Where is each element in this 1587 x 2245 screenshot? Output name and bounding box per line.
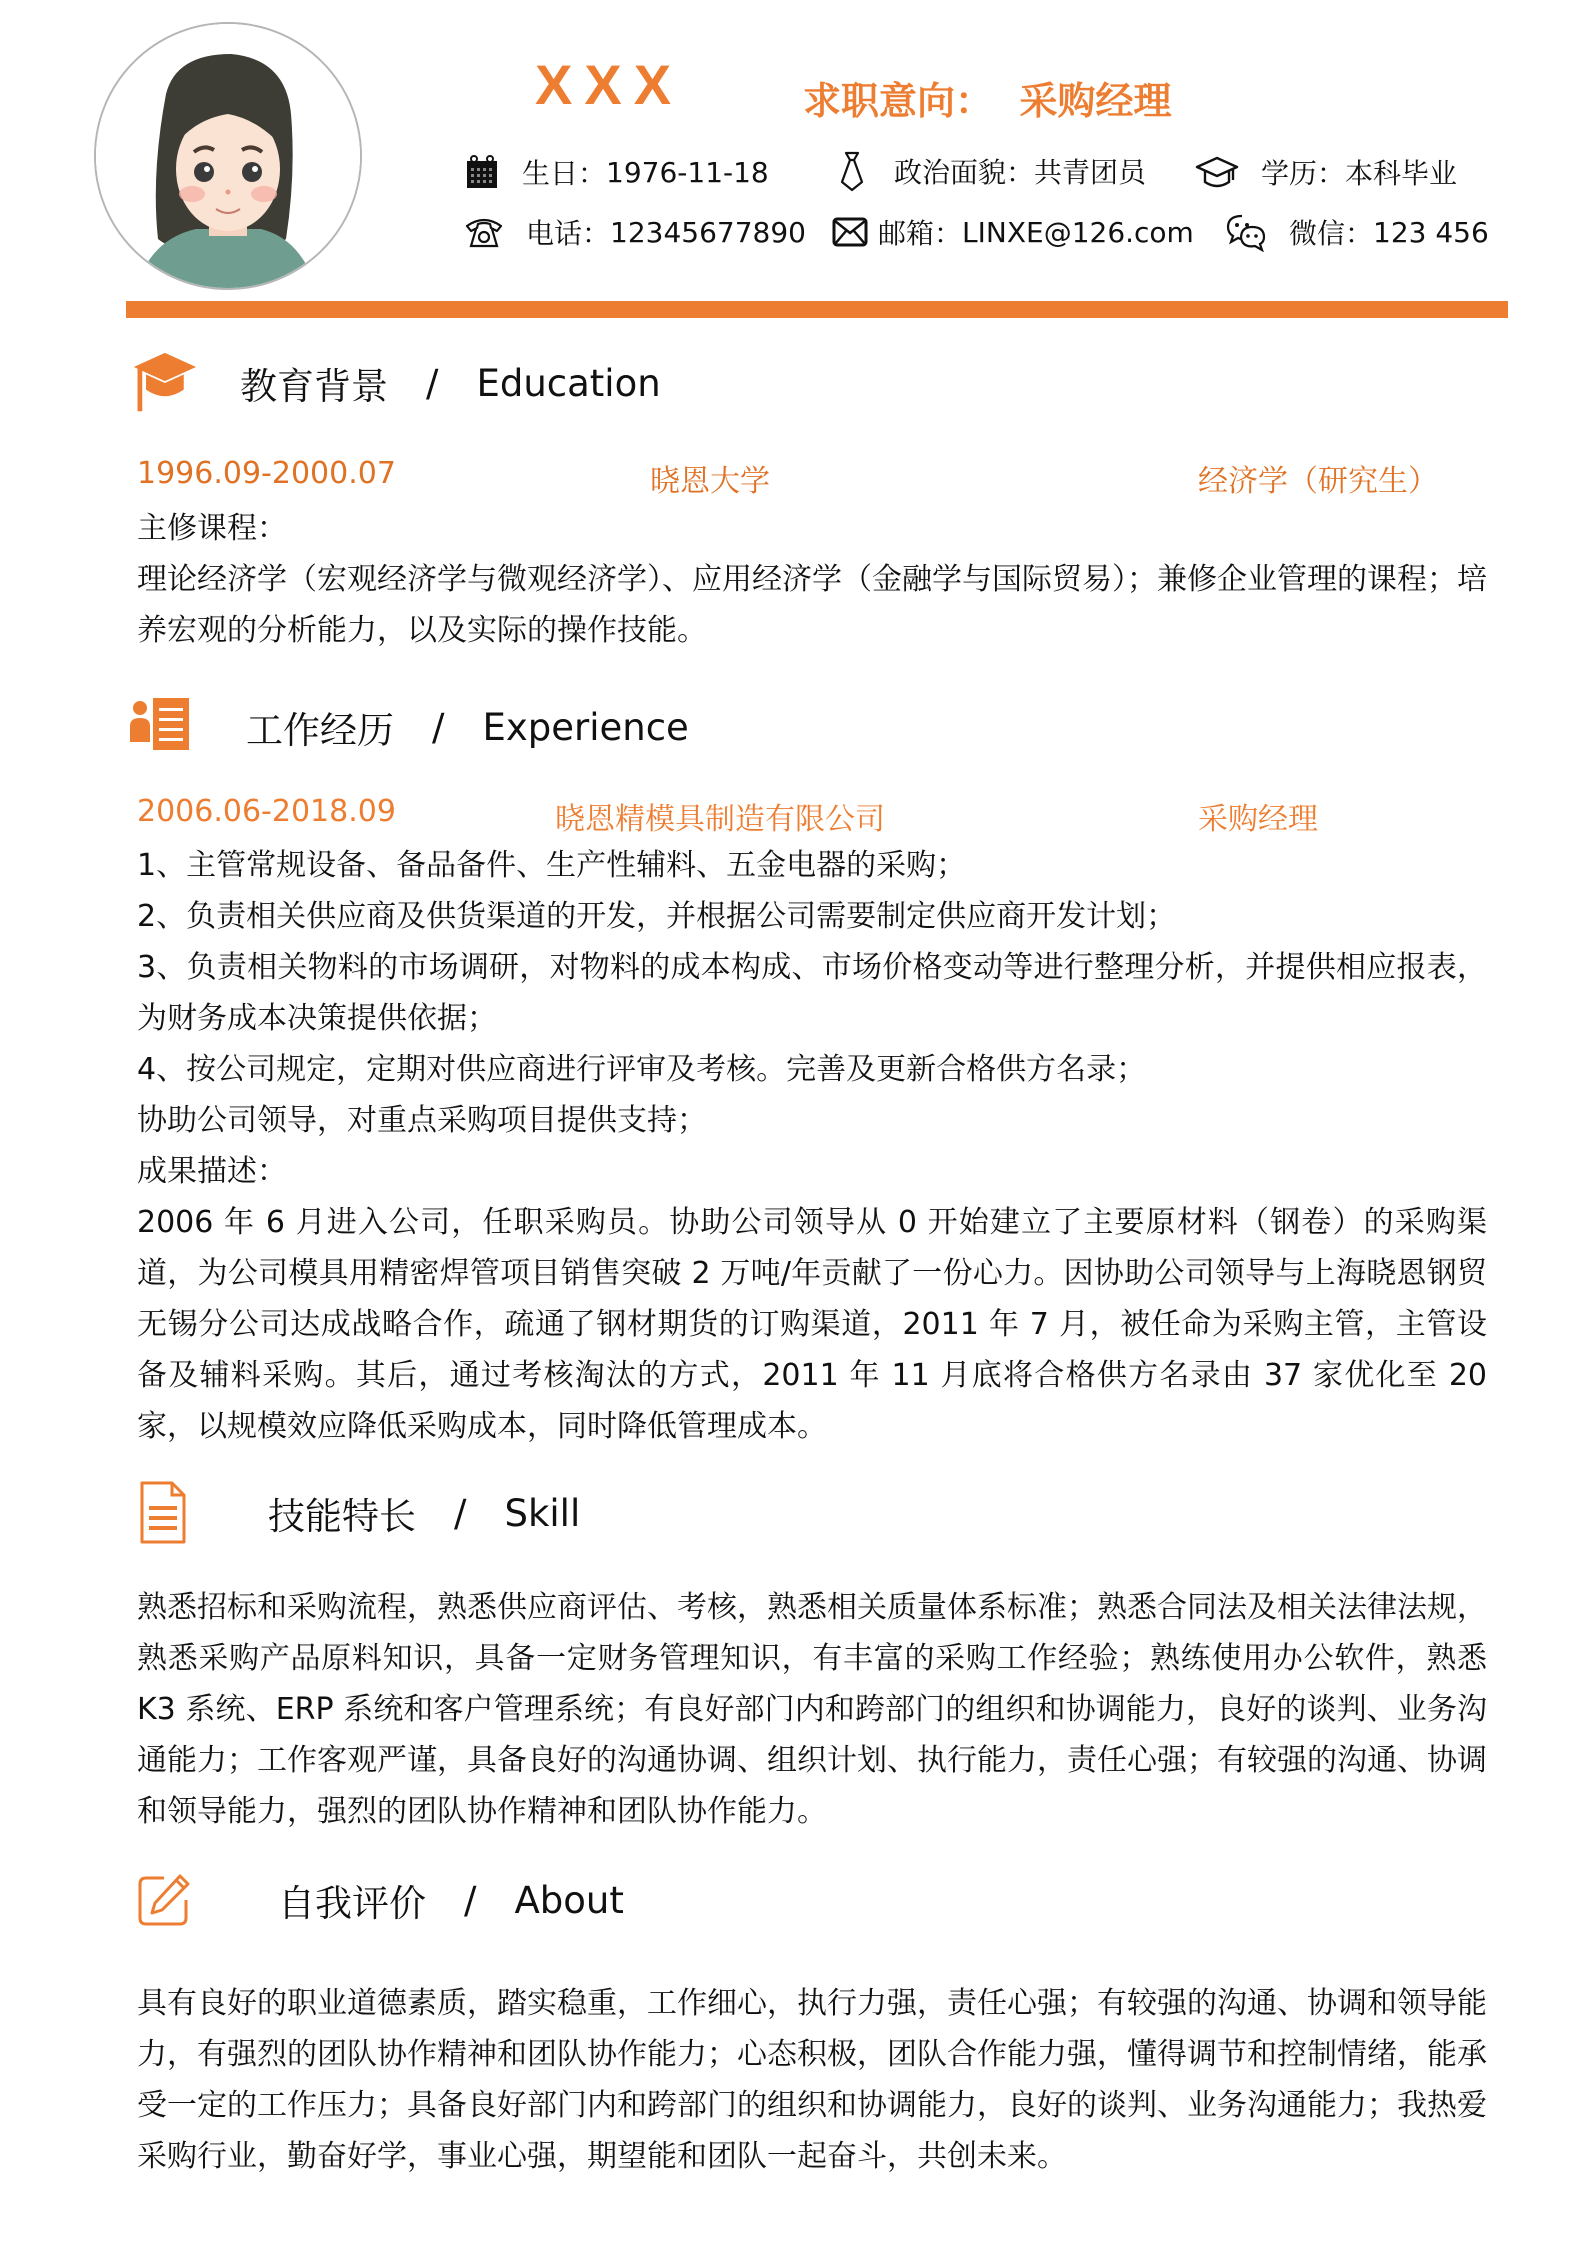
resume-list-icon [128, 694, 194, 760]
section-title-en: Experience [482, 705, 689, 749]
section-title-en: Skill [504, 1491, 581, 1535]
info-label: 政治面貌： [894, 156, 1035, 189]
education-major: 经济学（研究生） [1198, 464, 1438, 499]
info-label: 学历： [1261, 157, 1346, 190]
info-label: 邮箱： [878, 217, 963, 250]
graduation-cap-icon [130, 350, 196, 416]
header-divider [126, 301, 1508, 318]
experience-line: 3、负责相关物料的市场调研，对物料的成本构成、市场价格变动等进行整理分析，并提供相应报表，为财务成本决策提供依据； [137, 950, 1487, 1036]
education-line: 理论经济学（宏观经济学与微观经济学）、应用经济学（金融学与国际贸易）；兼修企业管理的课程；培养宏观的分析能力，以及实际的操作技能。 [137, 562, 1487, 648]
experience-line: 4、按公司规定，定期对供应商进行评审及考核。完善及更新合格供方名录； [137, 1052, 1147, 1087]
section-separator: / [464, 1878, 477, 1922]
info-email [832, 212, 1194, 252]
avatar [94, 22, 362, 290]
info-political-status [832, 150, 1146, 192]
info-label: 生日： [522, 157, 607, 190]
experience-line: 成果描述： [137, 1154, 287, 1189]
education-school: 晓恩大学 [650, 464, 770, 499]
info-label: 微信： [1289, 217, 1374, 250]
experience-details [137, 840, 1487, 1452]
info-value: 共青团员 [1034, 156, 1147, 189]
section-title-cn: 教育背景 [240, 365, 388, 408]
document-icon [138, 1480, 188, 1546]
about-description: 具有良好的职业道德素质，踏实稳重，工作细心，执行力强，责任心强；有较强的沟通、协调和领导能力，有强烈的团队协作精神和团队协作能力；心态积极，团队合作能力强，懂得调节和控制情绪，能承受一定的工作压力；具备良好部门内和跨部门的组织和协调能力，良好的谈判、业务沟通能力；我热爱采购行业，勤奋好学，事业心强，期望能和团队一起奋斗，共创未来。 [137, 1986, 1487, 2174]
section-heading-experience [128, 694, 689, 760]
section-heading-skill [138, 1480, 580, 1546]
job-intent [803, 70, 1172, 125]
section-heading-education [130, 350, 661, 416]
experience-line: 2、负责相关供应商及供货渠道的开发，并根据公司需要制定供应商开发计划； [137, 899, 1177, 934]
info-value: 123 456 [1373, 215, 1489, 249]
mail-icon [832, 217, 868, 247]
info-birthday [464, 152, 769, 192]
education-details [137, 503, 1487, 656]
info-value: 本科毕业 [1345, 157, 1458, 190]
experience-position: 采购经理 [1198, 802, 1318, 837]
phone-icon [464, 214, 504, 250]
experience-period: 2006.06-2018.09 [137, 794, 396, 829]
job-intent-label: 求职意向： [803, 79, 994, 123]
experience-achievement: 2006 年 6 月进入公司，任职采购员。协助公司领导从 0 开始建立了主要原材料（钢卷）的采购渠道，为公司模具用精密焊管项目销售突破 2 万吨/年贡献了一份心力。因协助公司领导与上海晓恩钢贸无锡分公司达成战略合作，疏通了钢材期货的订购渠道，2011 年 7 月，被任命为采购主管，主管设备及辅料采购。其后，通过考核淘汰的方式，2011 年 11 月底将合格供方名录由 37 家优化至 20 家，以规模效应降低采购成本，同时降低管理成本。 [137, 1205, 1487, 1444]
section-separator: / [432, 705, 445, 749]
wechat-icon [1225, 212, 1267, 252]
skill-description: 熟悉招标和采购流程，熟悉供应商评估、考核，熟悉相关质量体系标准；熟悉合同法及相关法律法规，熟悉采购产品原料知识，具备一定财务管理知识，有丰富的采购工作经验；熟练使用办公软件，熟悉 K3 系统、ERP 系统和客户管理系统；有良好部门内和跨部门的组织和协调能力，良好的谈判、业务沟通能力；工作客观严谨，具备良好的沟通协调、组织计划、执行能力，责任心强；有较强的沟通、协调和领导能力，强烈的团队协作精神和团队协作能力。 [137, 1590, 1487, 1829]
job-intent-value: 采购经理 [1019, 79, 1172, 123]
edit-pencil-icon [136, 1872, 192, 1928]
experience-line: 1、主管常规设备、备品备件、生产性辅料、五金电器的采购； [137, 848, 967, 883]
avatar-illustration [96, 24, 360, 288]
info-label: 电话： [526, 217, 611, 250]
info-wechat [1225, 212, 1489, 252]
candidate-name: XXX [535, 53, 684, 116]
section-title-cn: 技能特长 [268, 1495, 416, 1538]
section-title-cn: 自我评价 [278, 1882, 426, 1925]
info-value: LINXE@126.com [962, 215, 1194, 249]
info-value: 1976-11-18 [606, 155, 769, 189]
experience-line: 协助公司领导，对重点采购项目提供支持； [137, 1103, 707, 1138]
experience-company: 晓恩精模具制造有限公司 [555, 802, 885, 837]
section-heading-about [136, 1872, 624, 1928]
info-phone [464, 212, 806, 252]
section-title-en: About [514, 1878, 624, 1922]
section-separator: / [454, 1491, 467, 1535]
education-line: 主修课程： [137, 511, 287, 546]
info-education-level [1195, 152, 1457, 192]
section-title-cn: 工作经历 [246, 709, 394, 752]
tie-icon [832, 150, 872, 192]
info-value: 12345677890 [610, 215, 806, 249]
section-separator: / [426, 361, 439, 405]
calendar-icon [464, 154, 500, 190]
section-title-en: Education [476, 361, 661, 405]
education-period: 1996.09-2000.07 [137, 456, 396, 491]
graduation-cap-icon [1195, 154, 1239, 190]
